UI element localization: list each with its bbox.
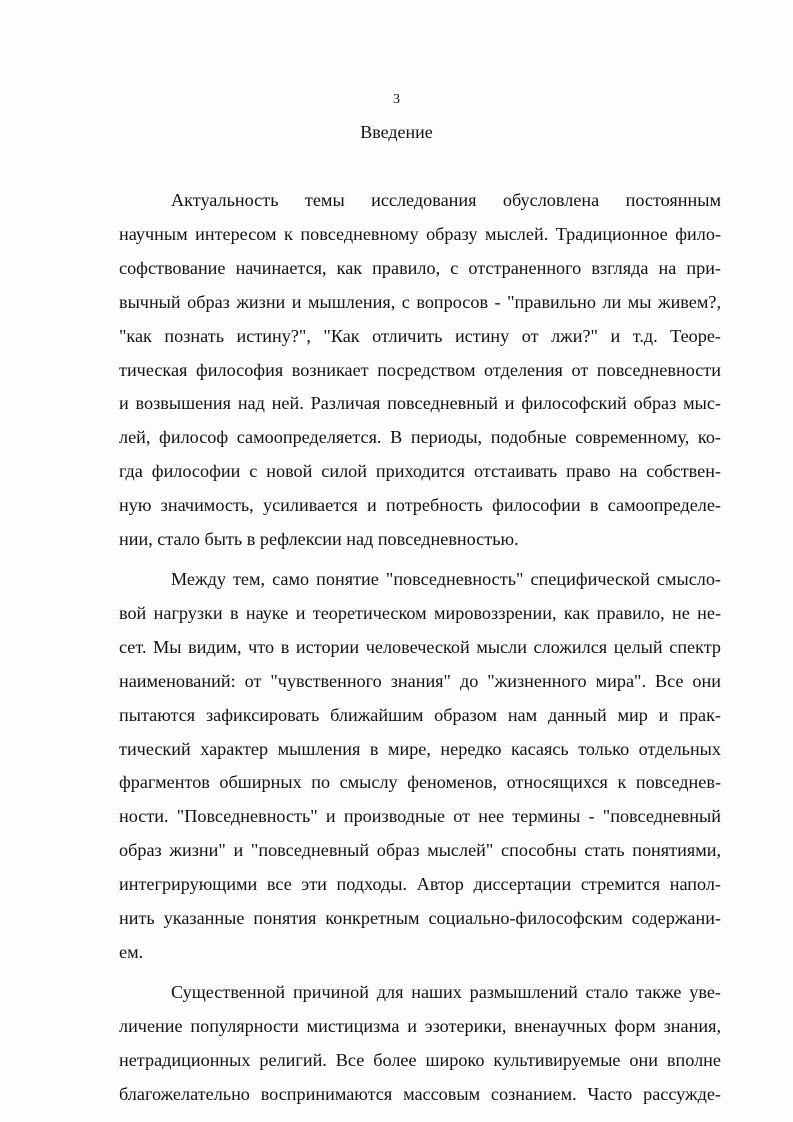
text-line: Между тем, само понятие "повседневность" специфической смысло- [171,568,721,589]
text-line: фрагментов обширных по смыслу феноменов, относящихся к повседнев- [119,772,721,793]
text-line: наименований: от "чувственного знания" до "жизненного мира". Все они [119,670,721,691]
paragraph-2 [119,563,721,970]
text-line: Существенной причиной для наших размышлений стало также уве- [171,981,721,1002]
text-line: научным интересом к повседневному образу мыслей. Традиционное фило- [119,223,721,244]
paragraph-3 [119,976,721,1112]
text-line: пытаются зафиксировать ближайшим образом нам данный мир и прак- [119,704,721,725]
text-line: лей, философ самоопределяется. В периоды, подобные современному, ко- [119,427,721,448]
text-line: "как познать истину?", "Как отличить истину от лжи?" и т.д. Теоре- [119,325,721,346]
text-line: нии, стало быть в рефлексии над повседневностью. [119,529,519,550]
text-line: и возвышения над ней. Различая повседневный и философский образ мыс- [119,393,721,414]
text-line: сет. Мы видим, что в истории человеческой мысли сложился целый спектр [119,636,721,657]
text-line: нетрадиционных религий. Все более широко культивируемые они вполне [119,1049,721,1070]
text-line: благожелательно воспринимаются массовым сознанием. Часто рассужде- [119,1083,721,1104]
text-line: нить указанные понятия конкретным социально-философским содержани- [119,908,721,929]
text-line: тический характер мышления в мире, нередко касаясь только отдельных [119,738,721,759]
text-line: ности. "Повседневность" и производные от нее термины - "повседневный [119,806,721,827]
paragraph-1 [119,184,721,557]
text-line: вой нагрузки в науке и теоретическом мировоззрении, как правило, не не- [119,602,721,623]
text-line: тическая философия возникает посредством отделения от повседневности [119,359,721,380]
text-line: интегрирующими все эти подходы. Автор диссертации стремится напол- [119,874,721,895]
text-line: софствование начинается, как правило, с отстраненного взгляда на при- [119,257,721,278]
page-number: 3 [393,92,400,107]
text-line: ем. [119,941,144,962]
text-line: Актуальность темы исследования обусловлена постоянным [171,190,721,210]
text-line: гда философии с новой силой приходится отстаивать право на собствен- [119,461,721,482]
text-line: вычный образ жизни и мышления, с вопросов - "правильно ли мы живем?, [119,291,721,312]
text-line: ную значимость, усиливается и потребность философии в самоопределе- [119,495,721,516]
body-text [119,184,721,1111]
section-title: Введение [360,122,433,142]
text-line: личение популярности мистицизма и эзотерики, вненаучных форм знания, [119,1015,721,1036]
text-line: образ жизни" и "повседневный образ мыслей" способны стать понятиями, [119,840,721,861]
